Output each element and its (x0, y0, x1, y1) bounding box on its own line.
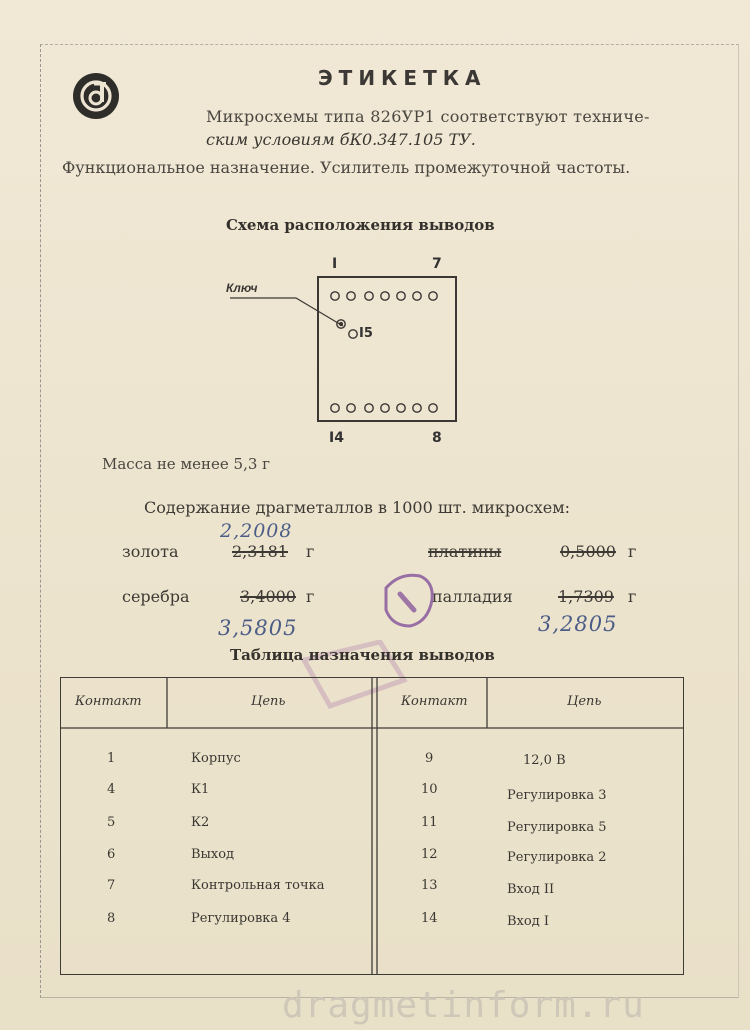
gold-value: 2,3181 (232, 542, 288, 561)
row-4-circuit-2: Регулировка 2 (507, 850, 607, 865)
row-2-circuit-2: Регулировка 3 (507, 788, 607, 803)
platinum-unit: г (628, 542, 637, 561)
silver-handwritten-value: 3,5805 (218, 616, 298, 640)
row-3-contact: 5 (107, 815, 116, 830)
compliance-line-2: ским условиям бК0.347.105 ТУ. (206, 130, 476, 149)
row-5-circuit: Контрольная точка (191, 878, 325, 893)
key-label: Ключ (226, 281, 258, 295)
row-2-circuit: К1 (191, 782, 210, 797)
row-6-circuit-2: Вход I (507, 914, 549, 929)
row-6-circuit: Регулировка 4 (191, 911, 291, 926)
row-6-contact-2: 14 (421, 911, 438, 926)
pin-8-label: 8 (432, 430, 442, 446)
gold-label: золота (122, 542, 179, 561)
pin-14-label: I4 (329, 430, 344, 446)
site-watermark: dragmetinform.ru (282, 985, 645, 1026)
palladium-unit: г (628, 587, 637, 606)
row-5-contact: 7 (107, 878, 116, 893)
row-4-circuit: Выход (191, 847, 235, 862)
palladium-label: палладия (432, 587, 513, 606)
function-line: Функциональное назначение. Усилитель промежуточной частоты. (62, 158, 631, 177)
inspection-stamp-icon (380, 570, 438, 630)
pin-7-label: 7 (432, 256, 442, 272)
palladium-value: 1,7309 (558, 587, 614, 606)
palladium-handwritten-value: 3,2805 (538, 612, 618, 636)
header-contact-2: Контакт (401, 694, 468, 709)
row-5-circuit-2: Вход II (507, 882, 555, 897)
chip-pins (324, 286, 452, 416)
precious-metals-title: Содержание драгметаллов в 1000 шт. микросхем: (144, 498, 571, 517)
platinum-value: 0,5000 (560, 542, 616, 561)
row-1-circuit-2: 12,0 В (523, 753, 566, 768)
platinum-label: платины (428, 542, 502, 561)
row-3-circuit-2: Регулировка 5 (507, 820, 607, 835)
gold-handwritten-value: 2,2008 (220, 520, 293, 542)
row-1-contact-2: 9 (425, 751, 434, 766)
pin-assignment-table (60, 677, 684, 975)
compliance-line-1: Микросхемы типа 826УР1 соответствуют техниче- (206, 107, 650, 126)
row-5-contact-2: 13 (421, 878, 438, 893)
pin-15-label: I5 (359, 326, 373, 341)
row-4-contact: 6 (107, 847, 116, 862)
row-3-circuit: К2 (191, 815, 210, 830)
silver-label: серебра (122, 587, 190, 606)
header-circuit-2: Цепь (567, 694, 602, 709)
row-1-circuit: Корпус (191, 751, 241, 766)
pin-1-label: I (332, 256, 338, 272)
manufacturer-logo (72, 72, 120, 120)
row-6-contact: 8 (107, 911, 116, 926)
label-title: ЭТИКЕТКА (318, 66, 487, 90)
row-1-contact: 1 (107, 751, 116, 766)
pin-table-title: Таблица назначения выводов (230, 646, 495, 664)
header-circuit-1: Цепь (251, 694, 286, 709)
gold-unit: г (306, 542, 315, 561)
row-3-contact-2: 11 (421, 815, 438, 830)
mass-line: Масса не менее 5,3 г (102, 455, 271, 473)
row-2-contact: 4 (107, 782, 116, 797)
silver-unit: г (306, 587, 315, 606)
pinout-title: Схема расположения выводов (226, 216, 495, 234)
silver-value: 3,4000 (240, 587, 296, 606)
header-contact-1: Контакт (75, 694, 142, 709)
row-2-contact-2: 10 (421, 782, 438, 797)
row-4-contact-2: 12 (421, 847, 438, 862)
